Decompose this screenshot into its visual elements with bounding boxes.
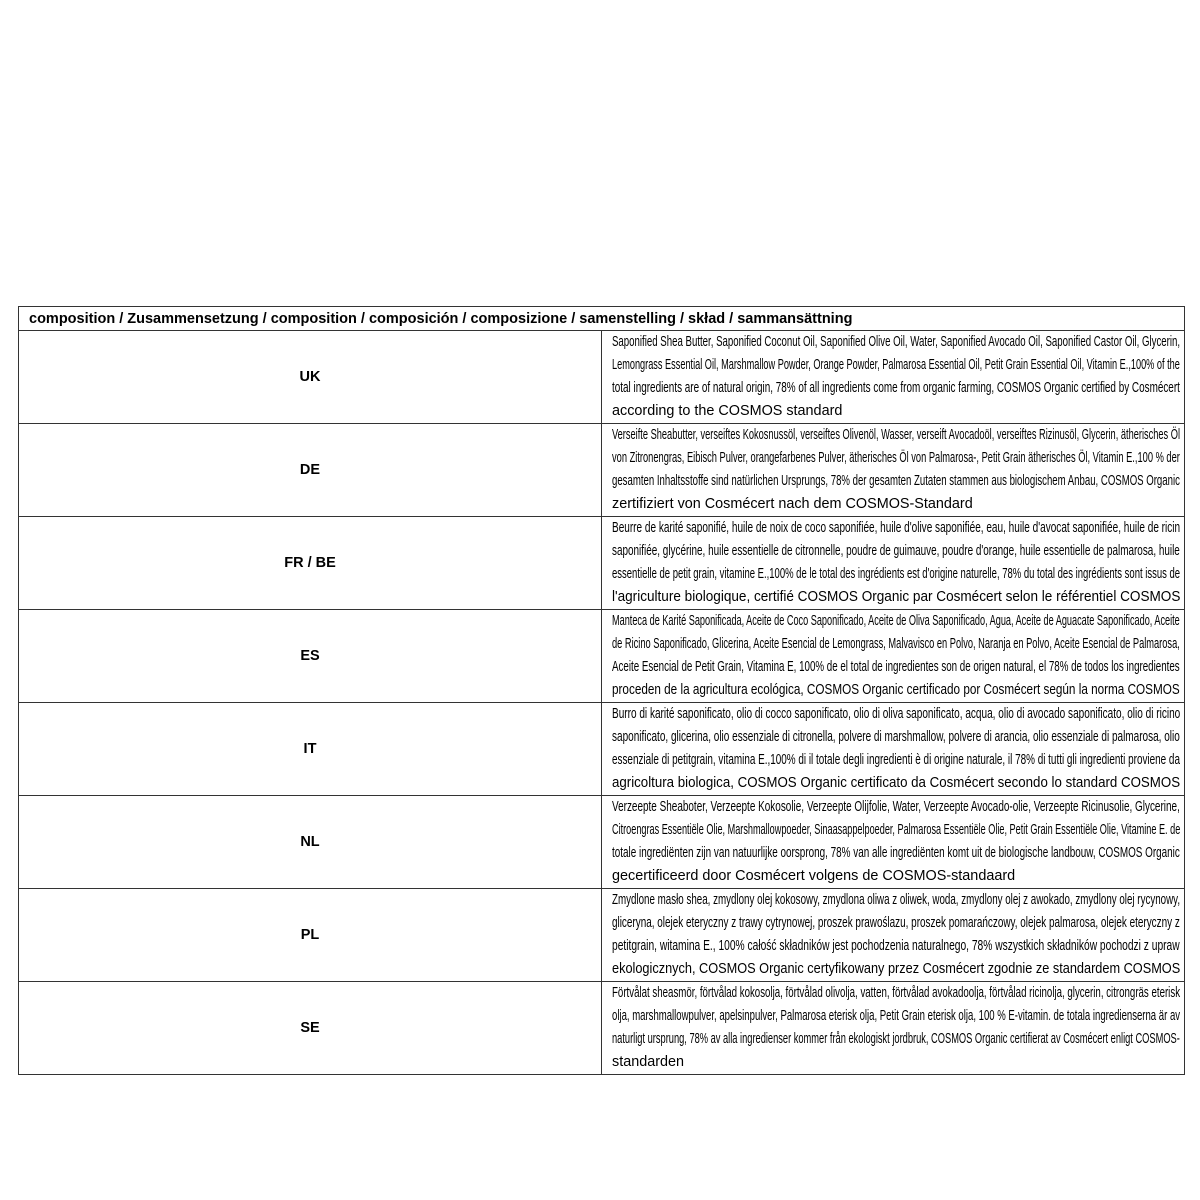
composition-table [18, 306, 1185, 1075]
text-line: agricoltura biologica, COSMOS Organic certificato da Cosmécert secondo lo standard COSMOS [612, 775, 1181, 791]
table-header-row [19, 307, 1185, 331]
language-code: DE [19, 424, 602, 517]
language-code: FR / BE [19, 517, 602, 610]
text-line: olja, marshmallowpulver, apelsinpulver, Palmarosa eterisk olja, Petit Grain eterisk olja, 100 % E-vitamin. de totala ingredienserna är av [612, 1008, 1181, 1024]
text-line: Burro di karité saponificato, olio di cocco saponificato, olio di oliva saponificato, acqua, olio di avocado saponificato, olio di ricino [612, 706, 1181, 722]
text-line: Beurre de karité saponifié, huile de noix de coco saponifiée, huile d'olive saponifiée, eau, huile d'avocat saponifiée, huile de ricin [612, 520, 1181, 536]
composition-text [602, 424, 1185, 517]
language-code: PL [19, 889, 602, 982]
text-line: ekologicznych, COSMOS Organic certyfikowany przez Cosmécert zgodnie ze standardem COSMOS [612, 961, 1181, 977]
text-line: total ingredients are of natural origin, 78% of all ingredients come from organic farming, COSMOS Organic certified by Cosmécert [612, 380, 1180, 396]
language-code: IT [19, 703, 602, 796]
text-line: Aceite Esencial de Petit Grain, Vitamina E, 100% de el total de ingredientes son de origen natural, el 78% de todos los ingredientes [612, 659, 1180, 675]
table-row [19, 796, 1185, 889]
table-row [19, 424, 1185, 517]
composition-text [602, 796, 1185, 889]
composition-text [602, 703, 1185, 796]
text-line: von Zitronengras, Eibisch Pulver, orangefarbenes Pulver, ätherisches Öl von Palmarosa-, Petit Grain ätherisches Öl, Vitamin E.,100 % der [612, 450, 1180, 466]
text-line: according to the COSMOS standard [612, 403, 843, 419]
table-row [19, 610, 1185, 703]
table-row [19, 982, 1185, 1075]
text-line: gesamten Inhaltsstoffe sind natürlichen Ursprungs, 78% der gesamten Zutaten stammen aus biologischem Anbau, COSMOS Organic [612, 473, 1180, 489]
text-line: l'agriculture biologique, certifié COSMOS Organic par Cosmécert selon le référentiel COSMOS [612, 589, 1181, 605]
table-row [19, 331, 1185, 424]
text-line: totale ingrediënten zijn van natuurlijke oorsprong, 78% van alle ingrediënten komt uit de biologische landbouw, COSMOS Organic [612, 845, 1180, 861]
table-row [19, 889, 1185, 982]
language-code: NL [19, 796, 602, 889]
text-line: Verseifte Sheabutter, verseiftes Kokosnussöl, verseiftes Olivenöl, Wasser, verseift Avocadoöl, verseiftes Rizinusöl, Glycerin, ätherisches Öl [612, 427, 1181, 443]
text-line: de Ricino Saponificado, Glicerina, Aceite Esencial de Lemongrass, Malvavisco en Polvo, Naranja en Polvo, Aceite Esencial de Palmarosa, [612, 636, 1180, 652]
language-code: UK [19, 331, 602, 424]
text-line: gliceryna, olejek eteryczny z trawy cytrynowej, proszek prawoślazu, proszek pomarańczowy, olejek palmarosa, olejek eteryczny z [612, 915, 1180, 931]
composition-text [602, 889, 1185, 982]
language-code: ES [19, 610, 602, 703]
text-line: zertifiziert von Cosmécert nach dem COSMOS-Standard [612, 496, 973, 512]
text-line: essenziale di petitgrain, vitamina E.,100% di il totale degli ingredienti è di origine naturale, il 78% di tutti gli ingredienti proviene da [612, 752, 1180, 768]
composition-text [602, 331, 1185, 424]
text-line: standarden [612, 1054, 685, 1070]
text-line: saponifiée, glycérine, huile essentielle de citronnelle, poudre de guimauve, poudre d'orange, huile essentielle de palmarosa, huile [612, 543, 1180, 559]
text-line: Saponified Shea Butter, Saponified Coconut Oil, Saponified Olive Oil, Water, Saponified Avocado Oil, Saponified Castor Oil, Glycerin, [612, 334, 1181, 350]
composition-text [602, 982, 1185, 1075]
composition-text [602, 610, 1185, 703]
language-code: SE [19, 982, 602, 1075]
text-line: petitgrain, witamina E., 100% całość składników jest pochodzenia naturalnego, 78% wszystkich składników pochodzi z upraw [612, 938, 1180, 954]
text-line: naturligt ursprung, 78% av alla ingredienser kommer från ekologiskt jordbruk, COSMOS Organic certifierat av Cosmécert enligt COSMOS- [612, 1031, 1180, 1047]
text-line: gecertificeerd door Cosmécert volgens de COSMOS-standaard [612, 868, 1016, 884]
text-line: Manteca de Karité Saponificada, Aceite de Coco Saponificado, Aceite de Oliva Saponificado, Agua, Aceite de Aguacate Saponificado, Aceite [612, 613, 1180, 629]
table-row [19, 517, 1185, 610]
text-line: Citroengras Essentiële Olie, Marshmallowpoeder, Sinaasappelpoeder, Palmarosa Essentiële Olie, Petit Grain Essentiële Olie, Vitamine E. de [612, 822, 1181, 838]
text-line: Förtvålat sheasmör, förtvålad kokosolja, förtvålad olivolja, vatten, förtvålad avokadoolja, förtvålad ricinolja, glycerin, citrongräs eterisk [612, 985, 1181, 1001]
text-line: Zmydlone masło shea, zmydlony olej kokosowy, zmydlona oliwa z oliwek, woda, zmydlony olej z awokado, zmydlony olej rycynowy, [612, 892, 1181, 908]
table-header: composition / Zusammensetzung / composition / composición / composizione / samenstelling / skład / sammansättning [19, 307, 1185, 331]
text-line: Lemongrass Essential Oil, Marshmallow Powder, Orange Powder, Palmarosa Essential Oil, Petit Grain Essential Oil, Vitamin E.,100% of the [612, 357, 1180, 373]
composition-text [602, 517, 1185, 610]
text-line: essentielle de petit grain, vitamine E.,100% de le total des ingrédients est d'origine naturelle, 78% du total des ingrédients sont issus de [612, 566, 1181, 582]
text-line: proceden de la agricultura ecológica, COSMOS Organic certificado por Cosmécert según la norma COSMOS [612, 682, 1180, 698]
text-line: Verzeepte Sheaboter, Verzeepte Kokosolie, Verzeepte Olijfolie, Water, Verzeepte Avocado-olie, Verzeepte Ricinusolie, Glycerine, [612, 799, 1180, 815]
table-row [19, 703, 1185, 796]
text-line: saponificato, glicerina, olio essenziale di citronella, polvere di marshmallow, polvere di arancia, olio essenziale di palmarosa, olio [612, 729, 1180, 745]
